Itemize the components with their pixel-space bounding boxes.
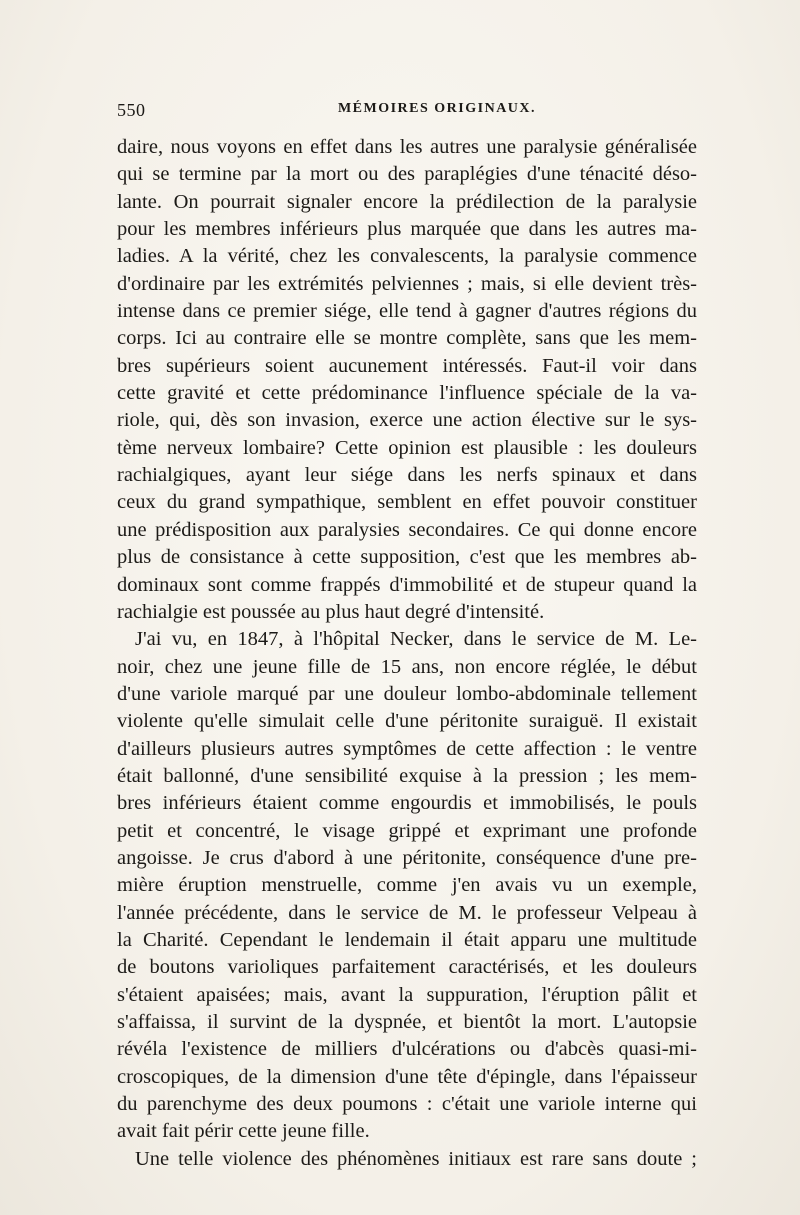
body-text bbox=[117, 134, 697, 1173]
text-line: qui se termine par la mort ou des paraplégies d'une ténacité déso- bbox=[117, 163, 697, 186]
page-header bbox=[117, 100, 697, 126]
text-line: bres supérieurs soient aucunement intéressés. Faut-il voir dans bbox=[117, 354, 697, 377]
text-line: l'année précédente, dans le service de M. le professeur Velpeau à bbox=[117, 901, 697, 924]
text-line: corps. Ici au contraire elle se montre complète, sans que les mem- bbox=[117, 327, 697, 350]
text-line: pour les membres inférieurs plus marquée que dans les autres ma- bbox=[117, 218, 697, 241]
text-line: noir, chez une jeune fille de 15 ans, non encore réglée, le début bbox=[117, 655, 697, 678]
text-line: une prédisposition aux paralysies secondaires. Ce qui donne encore bbox=[117, 518, 697, 541]
text-line: s'étaient apaisées; mais, avant la suppuration, l'éruption pâlit et bbox=[117, 983, 697, 1006]
text-line: révéla l'existence de milliers d'ulcérations ou d'abcès quasi-mi- bbox=[117, 1038, 697, 1061]
text-line: riole, qui, dès son invasion, exerce une action élective sur le sys- bbox=[117, 409, 697, 432]
text-line: plus de consistance à cette supposition, c'est que les membres ab- bbox=[117, 546, 697, 569]
text-line: était ballonné, d'une sensibilité exquise à la pression ; les mem- bbox=[117, 764, 697, 787]
text-line: cette gravité et cette prédominance l'influence spéciale de la va- bbox=[117, 382, 697, 405]
text-line: bres inférieurs étaient comme engourdis et immobilisés, le pouls bbox=[117, 792, 697, 815]
text-line: s'affaissa, il survint de la dyspnée, et bientôt la mort. L'autopsie bbox=[117, 1011, 697, 1033]
text-line: rachialgiques, ayant leur siége dans les nerfs spinaux et dans bbox=[117, 464, 697, 487]
text-line: avait fait périr cette jeune fille. bbox=[117, 1120, 370, 1143]
text-line: de boutons varioliques parfaitement caractérisés, et les douleurs bbox=[117, 956, 697, 979]
text-line: Une telle violence des phénomènes initiaux est rare sans doute ; bbox=[135, 1147, 697, 1170]
text-line: du parenchyme des deux poumons : c'était une variole interne qui bbox=[117, 1093, 697, 1116]
running-head: MÉMOIRES ORIGINAUX. bbox=[337, 101, 537, 116]
page-number: 550 bbox=[117, 100, 146, 120]
text-line: d'ordinaire par les extrémités pelviennes ; mais, si elle devient très- bbox=[117, 272, 697, 295]
text-line: petit et concentré, le visage grippé et exprimant une profonde bbox=[117, 819, 697, 842]
text-line: dominaux sont comme frappés d'immobilité et de stupeur quand la bbox=[117, 573, 697, 596]
text-line: ladies. A la vérité, chez les convalescents, la paralysie commence bbox=[117, 245, 697, 268]
text-line: d'ailleurs plusieurs autres symptômes de cette affection : le ventre bbox=[117, 737, 697, 760]
text-line: tème nerveux lombaire? Cette opinion est plausible : les douleurs bbox=[117, 436, 697, 459]
text-line: J'ai vu, en 1847, à l'hôpital Necker, dans le service de M. Le- bbox=[135, 628, 697, 651]
text-line: violente qu'elle simulait celle d'une péritonite suraiguë. Il existait bbox=[117, 710, 697, 733]
text-line: croscopiques, de la dimension d'une tête d'épingle, dans l'épaisseur bbox=[117, 1065, 697, 1088]
text-line: lante. On pourrait signaler encore la prédilection de la paralysie bbox=[117, 190, 697, 213]
text-line: la Charité. Cependant le lendemain il était apparu une multitude bbox=[117, 928, 697, 951]
text-line: ceux du grand sympathique, semblent en effet pouvoir constituer bbox=[117, 491, 697, 514]
text-line: intense dans ce premier siége, elle tend à gagner d'autres régions du bbox=[117, 300, 697, 323]
text-line: mière éruption menstruelle, comme j'en avais vu un exemple, bbox=[117, 874, 697, 897]
text-line: daire, nous voyons en effet dans les autres une paralysie généralisée bbox=[117, 136, 697, 158]
text-line: d'une variole marqué par une douleur lombo-abdominale tellement bbox=[117, 682, 697, 705]
text-line: angoisse. Je crus d'abord à une péritonite, conséquence d'une pre- bbox=[117, 846, 697, 869]
text-line: rachialgie est poussée au plus haut degré d'intensité. bbox=[117, 600, 545, 623]
